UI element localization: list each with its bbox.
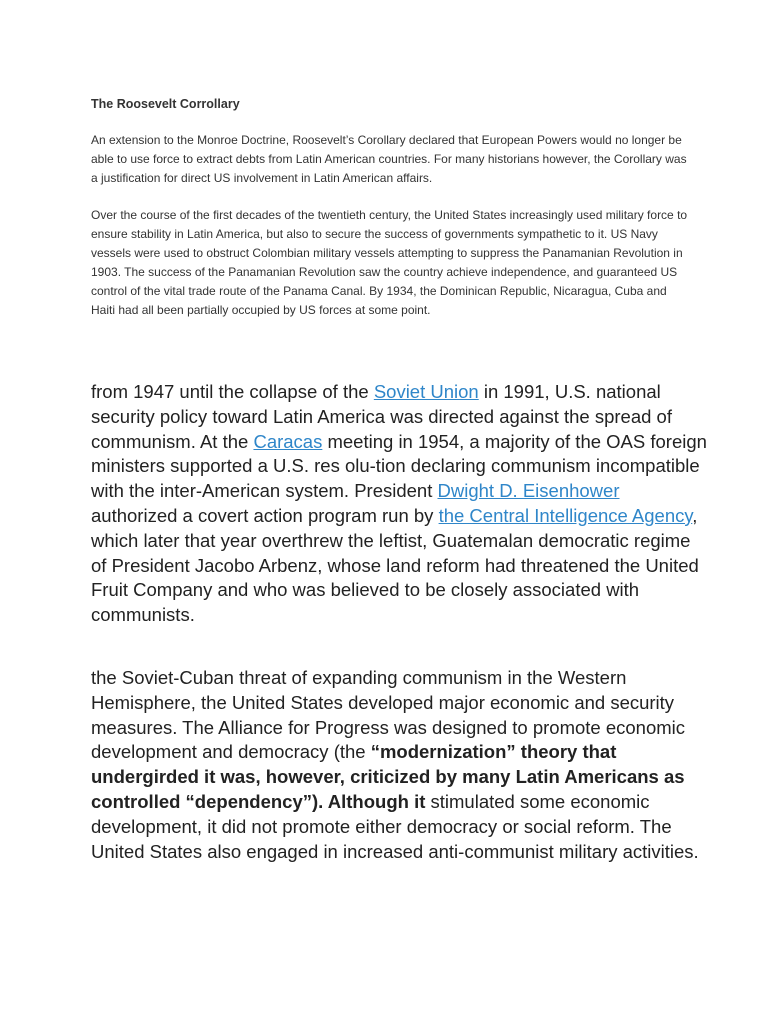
text-segment: authorized a covert action program run by — [91, 504, 439, 526]
paragraph-military-force: Over the course of the first decades of the twentieth century, the United States increasingly used military force to ensure stability in Latin America, but also to secure the success of governments sympathetic to it. US Navy vessels were used to obstruct Colombian military vessels attempting to suppress the Panamanian Revolution in 1903. The success of the Panamanian Revolution saw the country achieve independence, and guaranteed US control of the vital trade route of the Panama Canal. By 1934, the Dominican Republic, Nicaragua, Cuba and Haiti had all been partially occupied by US forces at some point. — [91, 208, 688, 317]
text-segment: from 1947 until the collapse of the — [91, 381, 374, 402]
text-segment: meeting in 1954, a majority of the OAS foreign ministers supported a U.S. res olu-tion declaring communism incompatible with the inter-American system. President — [91, 430, 707, 502]
link-dwight-eisenhower[interactable]: Dwight D. Eisenhower — [437, 480, 620, 502]
link-soviet-union[interactable]: Soviet Union — [373, 381, 479, 402]
bold-text-segment: “modernization” theory that undergirded it was, however, criticized by many Latin Americans as controlled “dependency”). Although it — [91, 741, 685, 812]
paragraph-alliance-for-progress — [91, 666, 711, 864]
text-segment: , which later that year overthrew the leftist, Guatemalan democratic regime of President Jacobo Arbenz, whose land reform had threatened the United Fruit Company and who was believed to be closely associated with communists. — [91, 504, 699, 626]
paragraph-monroe-doctrine: An extension to the Monroe Doctrine, Roosevelt’s Corollary declared that European Powers would no longer be able to use force to extract debts from Latin American countries. For many historians however, the Corollary was a justification for direct US involvement in Latin American affairs. — [91, 133, 687, 185]
text-segment: in 1991, U.S. national security policy toward Latin America was directed against the spread of communism. At the — [91, 381, 672, 452]
link-cia[interactable]: the Central Intelligence Agency — [438, 504, 693, 526]
text-segment: stimulated some economic development, it did not promote either democracy or social reform. The United States also engaged in increased anti-communist military activities. — [91, 790, 699, 862]
section-title: The Roosevelt Corrollary — [91, 97, 240, 111]
text-segment: the Soviet-Cuban threat of expanding communism in the Western Hemisphere, the United States developed major economic and security measures. The Alliance for Progress was designed to promote economic development and democracy (the — [91, 667, 686, 763]
link-caracas[interactable]: Caracas — [253, 430, 323, 452]
paragraph-cold-war-policy — [91, 380, 711, 628]
